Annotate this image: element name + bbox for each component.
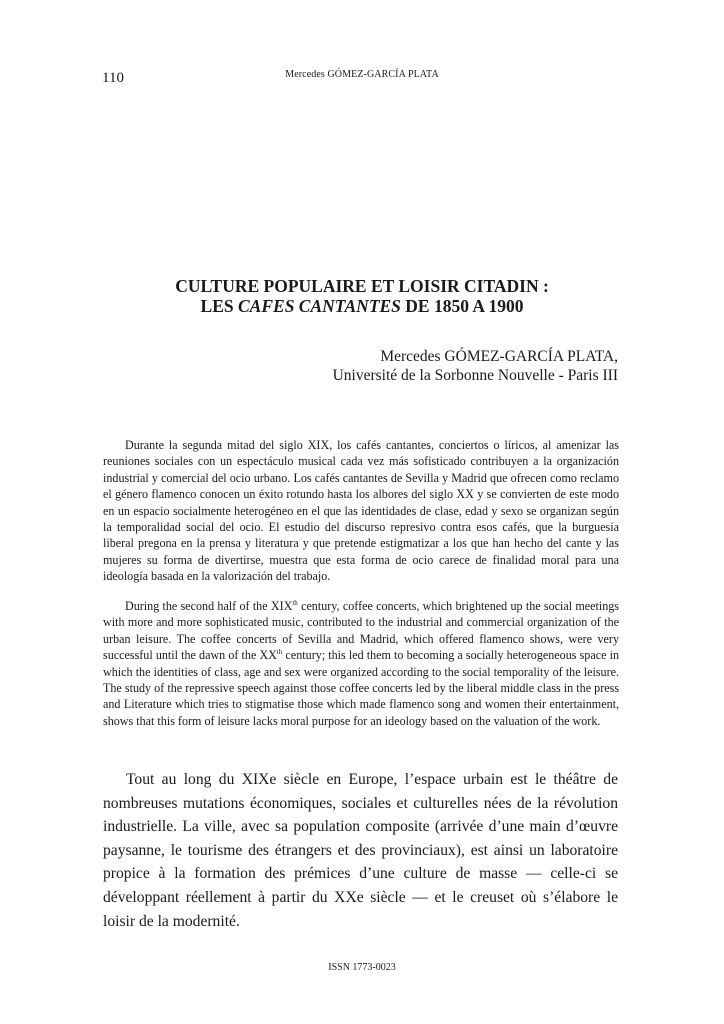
- running-head: Mercedes GÓMEZ-GARCÍA PLATA: [285, 69, 439, 80]
- abstract-english: [103, 598, 619, 729]
- body-paragraph: Tout au long du XIXe siècle en Europe, l’espace urbain est le théâtre de nombreuses mutations économiques, sociales et culturelles nées de la révolution industrielle. La ville, avec sa population composite (arrivée d’une main d’œuvre paysanne, le tourisme des étrangers et des provinciaux), est ainsi un laboratoire propice à la formation des prémices d’une culture de masse — celle-ci se développant réellement à partir du XXe siècle — et le creuset où s’élabore le loisir de la modernité.: [103, 771, 618, 930]
- abstract-en-part-1: During the second half of the XIX: [125, 599, 293, 613]
- abstract-en-superscript-1: th: [292, 598, 298, 607]
- abstract-en-part-2: century, coffee concerts, which brightened up the social meetings with more and more sophisticated music, contributed to the industrial and commercial organization of the urban leisure. The coffee concerts of Sevilla and Madrid, which offered flamenco shows, were very successful until the dawn of the XX: [103, 599, 620, 663]
- author-affiliation: Université de la Sorbonne Nouvelle - Paris III: [332, 367, 618, 384]
- page-number: 110: [102, 70, 124, 86]
- body-text: [103, 768, 618, 933]
- abstract-spanish-text: Durante la segunda mitad del siglo XIX, los cafés cantantes, conciertos o líricos, al amenizar las reuniones sociales con un espectáculo musical cada vez más sofisticado contribuyen a la organización industrial y comercial del ocio urbano. Los cafés cantantes de Sevilla y Madrid que ofrecen como reclamo el género flamenco conocen un éxito rotundo hasta los albores del siglo XX y se convierten de este modo en un espacio socialmente heterogéneo en el que las identidades de clase, edad y sexo se organizan según la temporalidad social del ocio. El estudio del discurso represivo contra esos cafés, que la burguesía liberal pregona en la prensa y literatura y que pretende estigmatizar a los que han hecho del cante y las mujeres su forma de divertirse, muestra que esta forma de ocio carece de finalidad moral para una ideología basada en la valorización del trabajo.: [103, 438, 619, 584]
- footer-issn: ISSN 1773-0023: [328, 962, 396, 973]
- abstract-english-text: [103, 598, 619, 729]
- title-line-2: [100, 296, 624, 316]
- author-name: Mercedes GÓMEZ-GARCÍA PLATA,: [380, 348, 618, 365]
- title-line-2-prefix: LES: [200, 296, 238, 316]
- title-line-2-italic: CAFES CANTANTES: [238, 296, 401, 316]
- abstract-en-superscript-2: th: [276, 648, 283, 657]
- author-block: [333, 347, 618, 385]
- title-line-2-suffix: DE 1850 A 1900: [400, 296, 524, 316]
- abstract-spanish: [103, 437, 619, 585]
- article-title: [100, 276, 624, 316]
- abstract-en-part-3: century; this led them to becoming a socially heterogeneous space in which the identities of class, age and sex were organized according to the social temporality of the leisure. The study of the repressive speech against those coffee concerts led by the liberal middle class in the press and Literature which tries to stigmatise those which made flamenco song and women their entertainment, shows that this form of leisure lacks moral purpose for an ideology based on the valuation of the work.: [103, 648, 619, 728]
- title-line-1: CULTURE POPULAIRE ET LOISIR CITADIN :: [175, 276, 549, 296]
